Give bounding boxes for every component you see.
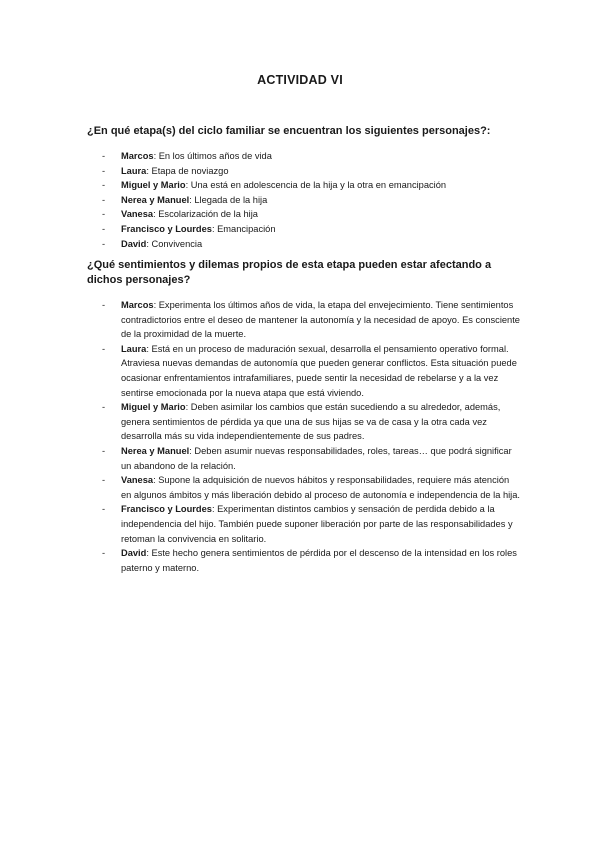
- stage-text: : Emancipación: [211, 223, 276, 234]
- stage-text: : En los últimos años de vida: [153, 151, 272, 161]
- list-item: [102, 222, 522, 237]
- character-name: Laura: [121, 343, 147, 354]
- feelings-text: : Está en un proceso de maduración sexual, desarrolla el pensamiento operativo formal. Atraviesa nuevas demandas de autonomía que pueden generar conflictos. Esta situación puede ocasionar enfrentamientos intrafamiliares, puede sentir la necesidad de rebelarse y a la vez sentirse emocionada por la nueva atapa que está viviendo.: [121, 343, 517, 398]
- feelings-text: : Supone la adquisición de nuevos hábitos y responsabilidades, requiere más atención en algunos ámbitos y más liberación debido al proceso de autonomía e independencia de la hija.: [121, 475, 520, 500]
- character-name: David: [121, 238, 147, 249]
- feelings-text: : Este hecho genera sentimientos de pérdida por el descenso de la intensidad en los roles paterno y materno.: [121, 548, 517, 573]
- list-item: [102, 400, 522, 444]
- list-item: [102, 164, 522, 179]
- feelings-text: : Experimentan distintos cambios y sensación de perdida debido a la independencia del hijo. También puede suponer liberación por parte de las responsabilidades y retoman la convivencia en solitario.: [121, 504, 513, 544]
- list-bullet: -: [102, 151, 106, 161]
- list-bullet: -: [102, 343, 106, 354]
- list-bullet: -: [102, 548, 106, 559]
- list-bullet: -: [102, 209, 106, 220]
- character-name: Miguel y Mario: [121, 402, 186, 413]
- list-bullet: -: [102, 194, 106, 205]
- character-name: Marcos: [121, 151, 154, 161]
- list-bullet: -: [102, 180, 106, 191]
- character-name: Francisco y Lourdes: [121, 504, 212, 515]
- character-name: Vanesa: [121, 475, 154, 486]
- character-name: Laura: [121, 165, 147, 176]
- list-item: [102, 178, 522, 193]
- character-name: Nerea y Manuel: [121, 445, 190, 456]
- list-item: [102, 444, 522, 473]
- feelings-text: : Experimenta los últimos años de vida, la etapa del envejecimiento. Tiene sentimientos contradictorios entre el deseo de mantener la autonomía y la necesidad de apoyo. Es consciente de la proximidad de la muerte.: [121, 300, 520, 340]
- stage-text: : Una está en adolescencia de la hija y la otra en emancipación: [185, 180, 447, 191]
- list-bullet: -: [102, 445, 106, 456]
- list-item: [102, 193, 522, 208]
- question-2: ¿Qué sentimientos y dilemas propios de esta etapa pueden estar afectando a dichos personajes?: [87, 259, 492, 286]
- question-1: ¿En qué etapa(s) del ciclo familiar se encuentran los siguientes personajes?:: [87, 125, 491, 137]
- character-name: Nerea y Manuel: [121, 194, 190, 205]
- stage-text: : Convivencia: [146, 238, 203, 249]
- character-name: Miguel y Mario: [121, 180, 186, 191]
- list-item: [102, 342, 522, 400]
- list-item: [102, 237, 522, 252]
- list-bullet: -: [102, 402, 106, 413]
- list-bullet: -: [102, 165, 106, 176]
- character-name: David: [121, 548, 147, 559]
- list-item: [102, 546, 522, 575]
- feelings-text: : Deben asumir nuevas responsabilidades, roles, tareas… que podrá significar un abandono de la relación.: [121, 445, 512, 471]
- list-item: [102, 502, 522, 546]
- character-name: Marcos: [121, 300, 154, 310]
- list-item: [102, 149, 522, 164]
- list-bullet: -: [102, 504, 106, 515]
- character-name: Francisco y Lourdes: [121, 223, 212, 234]
- character-name: Vanesa: [121, 209, 154, 220]
- list-item: [102, 298, 522, 342]
- list-bullet: -: [102, 238, 106, 249]
- list-item: [102, 473, 522, 502]
- feelings-list: [102, 298, 522, 575]
- stage-text: : Llegada de la hija: [189, 194, 268, 205]
- list-item: [102, 207, 522, 222]
- stage-text: : Etapa de noviazgo: [146, 165, 229, 176]
- document-title: ACTIVIDAD VI: [257, 73, 343, 87]
- list-bullet: -: [102, 223, 106, 234]
- list-bullet: -: [102, 475, 106, 486]
- stages-list: [102, 149, 522, 251]
- list-bullet: -: [102, 300, 106, 310]
- stage-text: : Escolarización de la hija: [153, 209, 258, 220]
- feelings-text: : Deben asimilar los cambios que están sucediendo a su alrededor, además, genera sentimientos de pérdida ya que una de sus hijas se va de casa y la otra cada vez desarrolla más su vida independientemente de sus padres.: [121, 402, 501, 442]
